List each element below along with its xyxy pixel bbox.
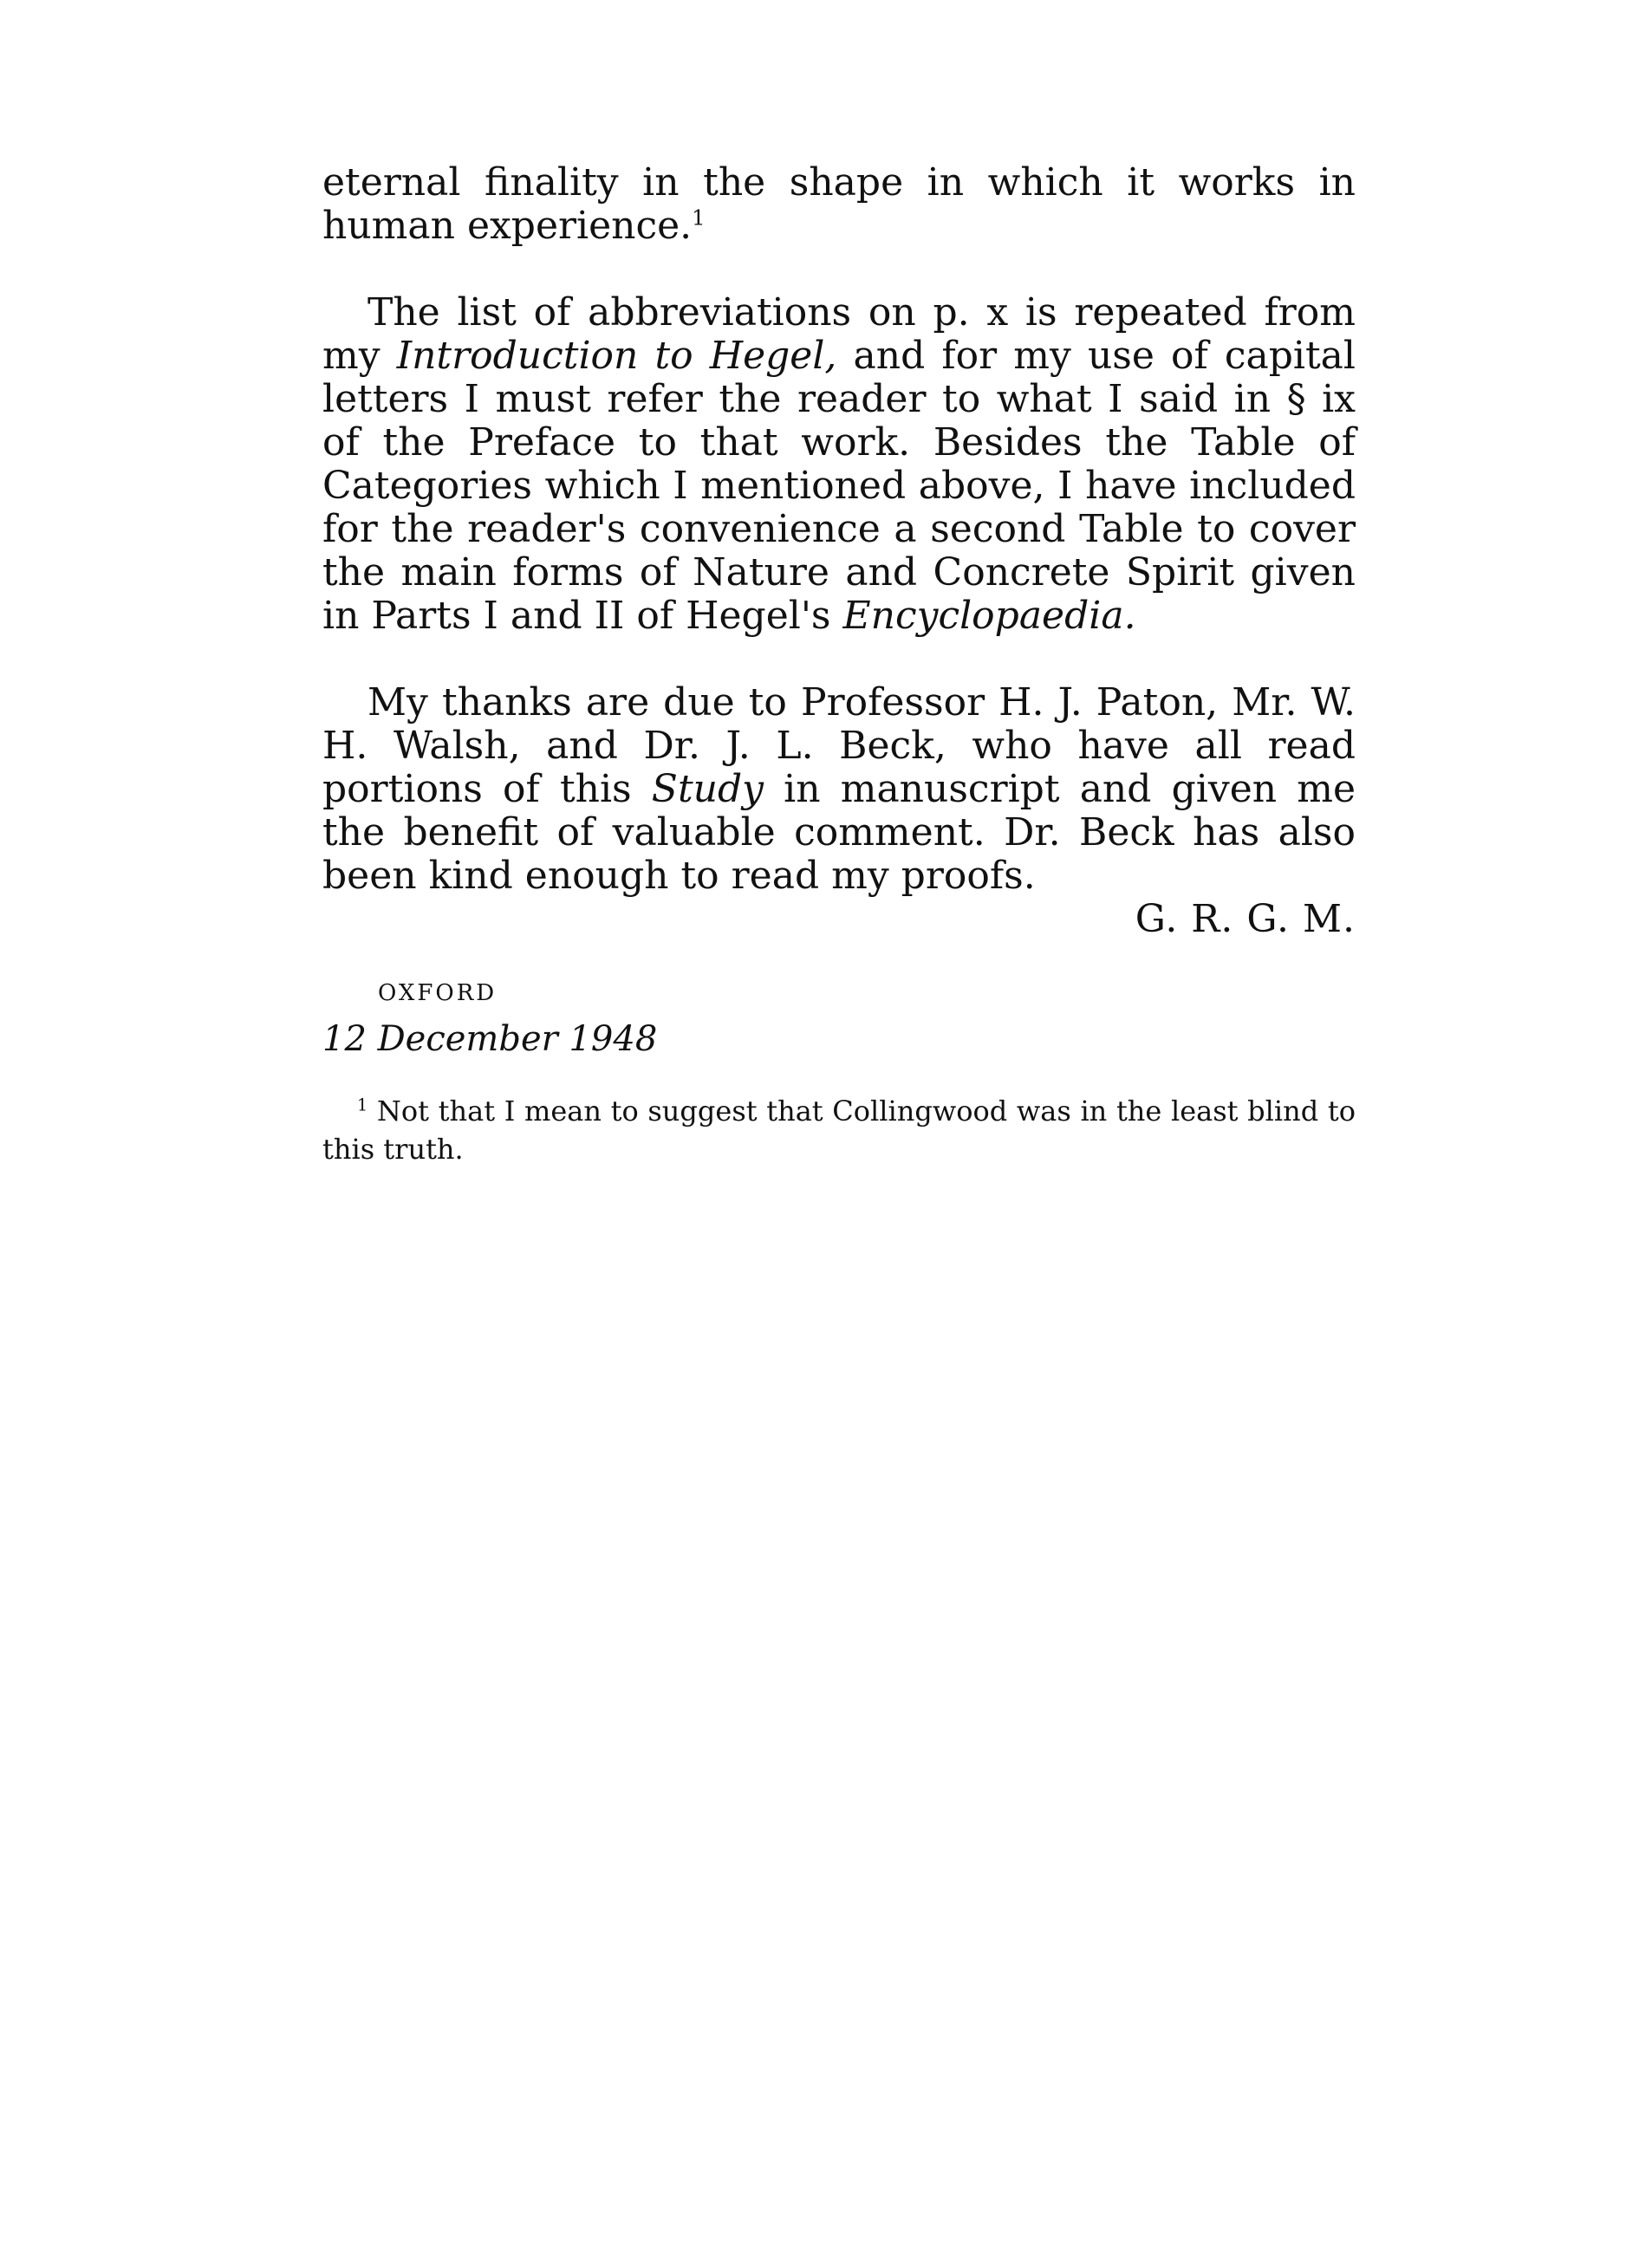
paragraph-1-text: eternal finality in the shape in which it works in human experience. (322, 160, 1356, 248)
paragraph-continuation (322, 161, 1356, 248)
paragraph-spacer (322, 638, 1356, 681)
date-line: 12 December 1948 (322, 1019, 658, 1059)
book-title-study: Study (651, 767, 764, 811)
paragraph-spacer (322, 248, 1356, 291)
footnote (322, 1092, 1356, 1168)
paragraph-abbreviations (322, 291, 1356, 638)
paragraph-3-text-b: in manuscript and given me the benefit of valuable comment. Dr. Beck has also been kind enough to read my proofs. (322, 767, 1356, 898)
footnote-text: Not that I mean to suggest that Collingwood was in the least blind to this truth. (322, 1095, 1356, 1166)
paragraph-acknowledgements (322, 681, 1356, 898)
paragraph-2-text-b: and for my use of capital letters I must refer the reader to what I said in § ix of the Preface to that work. Besides the Table of Categories which I mentioned above, I have included for the reader's convenience a second Table to cover the main forms of Nature and Concrete Spirit given in Parts I and II of Hegel's (322, 334, 1356, 638)
footnote-reference: 1 (692, 205, 706, 231)
place-name: OXFORD (378, 980, 498, 1006)
paragraph-2-text-a: The list of abbreviations on p. x is repeated from my (322, 290, 1356, 378)
book-title-introduction-to-hegel: Introduction to Hegel, (396, 334, 837, 378)
page-content (322, 161, 1356, 1168)
book-title-encyclopaedia: Encyclopaedia. (842, 594, 1136, 638)
author-initials: G. R. G. M. (1135, 897, 1356, 941)
paragraph-3-text-a: My thanks are due to Professor H. J. Paton, Mr. W. H. Walsh, and Dr. J. L. Beck, who have all read portions of this (322, 680, 1356, 811)
footnote-marker: 1 (357, 1095, 368, 1115)
